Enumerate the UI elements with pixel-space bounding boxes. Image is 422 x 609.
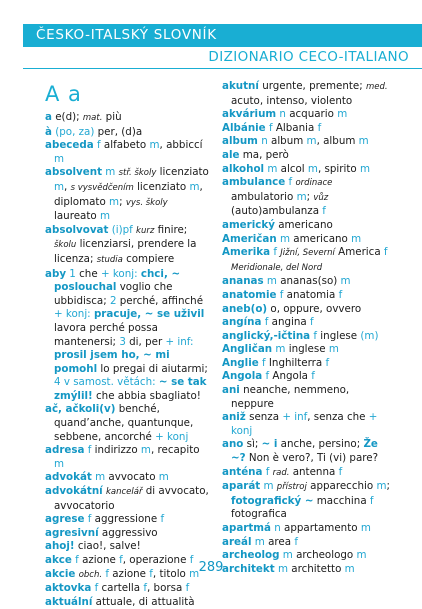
translation-text: o, oppure, ovvero xyxy=(267,302,362,315)
dictionary-entry xyxy=(45,513,209,527)
headword: ale xyxy=(222,148,240,161)
grammar-label: m xyxy=(307,162,318,175)
grammar-label: m xyxy=(140,444,151,457)
dictionary-entry xyxy=(45,444,209,471)
grammar-label: f xyxy=(317,121,322,134)
headword: archeolog xyxy=(222,549,280,562)
usage-note: stř. školy xyxy=(118,168,157,179)
translation-text: Albania xyxy=(272,121,318,134)
translation-text: e(d); xyxy=(51,111,83,123)
translation-text: Non è vero?, Ti (vi) pare? xyxy=(245,452,379,465)
dictionary-entry xyxy=(222,122,390,136)
usage-note: obch. xyxy=(78,569,103,580)
translation-text: alfabeto xyxy=(100,139,150,152)
translation-text: che abbia sbagliato! xyxy=(92,389,201,402)
dictionary-entry xyxy=(45,471,209,485)
headword: Amerika xyxy=(222,246,271,259)
dictionary-entry xyxy=(222,330,390,344)
translation-text: neanche, nemmeno, neppure xyxy=(231,384,350,410)
translation-text: architetto xyxy=(287,562,345,575)
headword: areál xyxy=(222,535,252,548)
translation-text: lavora perché possa mantenersi; xyxy=(54,321,158,348)
headword: ani xyxy=(222,384,240,397)
grammar-label: f xyxy=(276,288,284,301)
dictionary-entry xyxy=(222,233,390,247)
translation-text: attuale, di attualità xyxy=(92,595,195,608)
usage-note: kurz xyxy=(136,225,155,236)
translation-text: lo pregai di aiutarmi; xyxy=(97,362,208,375)
translation-text: di, per xyxy=(125,335,166,348)
dictionary-entry xyxy=(45,596,209,609)
dictionary-entry xyxy=(45,582,209,596)
grammar-label: m xyxy=(189,567,200,580)
header-divider xyxy=(23,68,422,69)
grammar-label: m xyxy=(296,190,307,203)
dictionary-entry xyxy=(222,411,390,438)
translation-text: , borsa xyxy=(147,582,186,595)
grammar-label: m xyxy=(54,180,65,193)
grammar-label: f xyxy=(310,329,318,342)
section-letter: A a xyxy=(45,82,82,106)
dictionary-entry xyxy=(222,522,390,536)
headword: fotografický ~ xyxy=(231,494,314,507)
grammar-label: m xyxy=(189,180,200,193)
translation-text: licenziato xyxy=(133,180,190,193)
grammar-label: m xyxy=(276,232,290,245)
translation-text: ; xyxy=(306,190,314,203)
dictionary-entry xyxy=(222,316,390,330)
headword: anténa xyxy=(222,465,263,478)
headword: advokát xyxy=(45,471,92,484)
dictionary-title-italian: DIZIONARIO CECO-ITALIANO xyxy=(208,49,409,65)
dictionary-entry xyxy=(222,163,390,177)
dictionary-entry xyxy=(45,111,209,126)
grammar-label: f xyxy=(338,465,343,478)
translation-text: acquario xyxy=(285,108,338,121)
translation-text: ; xyxy=(119,195,126,208)
grammar-label: f xyxy=(160,513,165,526)
grammar-label: m xyxy=(356,549,367,562)
grammar-label: f xyxy=(185,582,190,595)
translation-text: , album xyxy=(316,135,359,148)
grammar-label: f xyxy=(84,513,92,526)
dictionary-entry xyxy=(222,370,390,384)
headword: a xyxy=(45,111,52,123)
translation-text: licenziato xyxy=(156,166,209,179)
headword: akce xyxy=(45,554,72,566)
grammar-label: m xyxy=(149,139,160,152)
grammar-label: m xyxy=(158,471,169,484)
translation-text: (auto)ambulanza xyxy=(231,205,323,218)
headword: aktuální xyxy=(45,595,93,608)
dictionary-entry xyxy=(222,108,390,122)
grammar-label: (i)pf xyxy=(108,223,137,236)
grammar-label: f xyxy=(383,246,388,259)
usage-note: kancelář xyxy=(105,487,143,498)
translation-text: acuto, intenso, violento xyxy=(231,94,353,107)
translation-text: americano xyxy=(274,218,333,231)
headword: anglický,-ičtina xyxy=(222,329,311,342)
dictionary-entry xyxy=(222,80,390,108)
usage-note: školu xyxy=(54,240,77,251)
translation-text: macchina xyxy=(313,494,370,507)
headword: akvárium xyxy=(222,108,277,121)
grammar-label: 3 xyxy=(119,335,126,348)
usage-note: vys. školy xyxy=(125,197,168,208)
translation-text: angina xyxy=(268,316,310,329)
dictionary-entry xyxy=(222,536,390,550)
grammar-label: m xyxy=(359,162,370,175)
headword: prosil jsem ho, ~ mi pomohl xyxy=(54,349,170,375)
headword: ananas xyxy=(222,275,264,288)
translation-text: archeologo xyxy=(292,549,357,562)
translation-text: America xyxy=(334,246,384,259)
translation-text: fotografica xyxy=(231,508,287,521)
grammar-label: n xyxy=(276,108,286,121)
headword: à xyxy=(45,125,52,138)
translation-text: album xyxy=(267,135,307,148)
grammar-label: f xyxy=(265,121,273,134)
headword: aniž xyxy=(222,411,246,424)
grammar-label: m xyxy=(264,162,278,175)
usage-note: ordinace xyxy=(295,178,333,189)
grammar-label: + konj xyxy=(155,430,189,443)
grammar-label: m xyxy=(360,522,371,534)
translation-text: , senza che xyxy=(307,411,369,424)
grammar-label: m xyxy=(91,471,106,484)
dictionary-entry xyxy=(222,343,390,357)
grammar-label: (po, za) xyxy=(51,125,95,138)
left-entries xyxy=(45,111,209,609)
headword: ano xyxy=(222,438,244,451)
translation-text: azione xyxy=(108,567,150,580)
translation-text: più xyxy=(102,111,122,123)
grammar-label: + inf: xyxy=(165,335,194,348)
headword: architekt xyxy=(222,562,275,575)
translation-text: compiere xyxy=(122,252,175,265)
headword: adresa xyxy=(45,444,85,457)
header-banner xyxy=(23,24,422,47)
grammar-label: f xyxy=(310,316,314,329)
translation-text: , diplomato xyxy=(54,180,203,208)
grammar-label: f xyxy=(261,316,269,329)
headword: Angličan xyxy=(222,343,273,356)
grammar-label: f xyxy=(258,356,266,369)
translation-text: sì; xyxy=(243,438,262,451)
translation-text: ananas(so) xyxy=(276,275,341,288)
translation-text: indirizzo xyxy=(91,444,141,457)
dictionary-entry xyxy=(45,485,209,513)
translation-text: voglio che ubbidisca; xyxy=(54,281,173,307)
grammar-label: f xyxy=(285,176,296,189)
translation-text: , titolo xyxy=(152,567,190,580)
grammar-label: f xyxy=(338,288,343,301)
grammar-label: f xyxy=(149,567,153,580)
headword: ~ i xyxy=(261,438,278,451)
dictionary-entry xyxy=(222,480,390,522)
grammar-label: f xyxy=(93,139,101,152)
grammar-label: f xyxy=(325,356,330,369)
translation-text: appartamento xyxy=(280,522,361,534)
headword: agrese xyxy=(45,513,85,526)
dictionary-entry xyxy=(222,135,390,149)
grammar-label: + konj: xyxy=(100,267,141,280)
dictionary-entry xyxy=(45,540,209,554)
translation-text: antenna xyxy=(289,465,339,478)
headword: chci, ~ poslouchal xyxy=(54,267,181,294)
grammar-label: f xyxy=(262,370,270,383)
grammar-label: m xyxy=(344,562,355,575)
headword: advokátní xyxy=(45,485,103,498)
grammar-label: 4 v samost. větách: xyxy=(54,376,159,389)
grammar-label: m xyxy=(340,275,351,288)
headword: americký xyxy=(222,218,275,231)
grammar-label: f xyxy=(322,205,326,218)
translation-text: di avvocato, avvocatorio xyxy=(54,485,209,512)
grammar-label: (m) xyxy=(360,329,379,342)
translation-text: inglese xyxy=(317,329,361,342)
dictionary-entry xyxy=(45,224,209,268)
grammar-label: + inf xyxy=(282,411,308,424)
headword: akutní xyxy=(222,80,259,92)
headword: abeceda xyxy=(45,139,94,152)
dictionary-entry xyxy=(222,466,390,481)
grammar-label: m xyxy=(263,275,277,288)
usage-note: Meridionale, del Nord xyxy=(231,262,323,273)
grammar-label: m xyxy=(306,135,317,148)
translation-text: benché, quand’anche, quantunque, sebbene, ancorché xyxy=(54,403,194,443)
dictionary-entry xyxy=(45,126,209,140)
translation-text: ambulatorio xyxy=(231,190,297,203)
grammar-label: m xyxy=(376,480,387,493)
translation-text: ; xyxy=(386,480,390,493)
grammar-label: f xyxy=(84,444,92,457)
dictionary-entry xyxy=(222,289,390,303)
page-number: 289 xyxy=(198,560,224,575)
dictionary-entry xyxy=(45,139,209,166)
translation-text: americano xyxy=(290,232,352,245)
headword: anatomie xyxy=(222,288,277,301)
usage-note: Jižní, Severní xyxy=(280,248,335,259)
grammar-label: f xyxy=(294,535,298,548)
translation-text: Angola xyxy=(269,370,312,383)
translation-text: , spirito xyxy=(317,162,360,175)
grammar-label: f xyxy=(143,582,148,595)
grammar-label: f xyxy=(262,465,273,478)
left-column xyxy=(45,81,209,609)
grammar-label: m xyxy=(358,135,369,148)
dictionary-entry xyxy=(222,438,390,465)
dictionary-entry xyxy=(222,149,390,163)
headword: Že ~? xyxy=(231,438,378,465)
headword: aby xyxy=(45,267,67,280)
translation-text: ma, però xyxy=(239,148,289,161)
headword: album xyxy=(222,135,258,148)
grammar-label: 1 xyxy=(66,267,76,280)
translation-text: inglese xyxy=(285,343,329,356)
headword: agresivní xyxy=(45,526,99,539)
translation-text: anatomia xyxy=(283,288,339,301)
usage-note: studia xyxy=(96,254,123,265)
usage-note: vůz xyxy=(313,192,329,203)
grammar-label: f xyxy=(270,246,281,259)
grammar-label: m xyxy=(109,195,120,208)
grammar-label: m xyxy=(274,562,288,575)
grammar-label: m xyxy=(260,480,277,493)
grammar-label: + konj xyxy=(231,411,378,437)
grammar-label: f xyxy=(311,370,315,383)
grammar-label: 2 xyxy=(109,294,117,307)
dictionary-entry xyxy=(45,527,209,541)
translation-text: cartella xyxy=(98,582,144,595)
translation-text: anche, persino; xyxy=(277,438,364,451)
dictionary-entry xyxy=(222,384,390,411)
translation-text: aggressivo xyxy=(98,526,158,539)
translation-text: azione xyxy=(78,554,120,566)
dictionary-entry xyxy=(222,219,390,233)
headword: akcie xyxy=(45,567,76,580)
dictionary-entry xyxy=(222,357,390,371)
grammar-label: m xyxy=(54,457,65,470)
grammar-label: f xyxy=(71,554,79,566)
translation-text: , recapito xyxy=(150,444,200,457)
grammar-label: m xyxy=(272,343,286,356)
grammar-label: m xyxy=(54,152,65,165)
grammar-label: m xyxy=(351,232,362,245)
usage-note: přístroj xyxy=(276,482,307,493)
translation-text: avvocato xyxy=(105,471,159,484)
grammar-label: f xyxy=(369,494,374,507)
grammar-label: m xyxy=(337,108,348,121)
headword: aneb(o) xyxy=(222,302,268,315)
headword: Albánie xyxy=(222,121,266,134)
grammar-label: + konj: xyxy=(54,308,94,321)
dictionary-entry xyxy=(222,246,390,275)
headword: ahoj! xyxy=(45,540,75,553)
headword: aparát xyxy=(222,480,261,493)
headword: angína xyxy=(222,316,262,329)
dictionary-entry xyxy=(222,176,390,219)
translation-text: area xyxy=(264,535,295,548)
grammar-label: f xyxy=(91,582,99,595)
headword: ~ se tak zmýlil! xyxy=(54,376,207,402)
dictionary-entry xyxy=(222,303,390,317)
usage-note: mat. xyxy=(82,113,103,123)
translation-text: apparecchio xyxy=(306,480,377,493)
headword: alkohol xyxy=(222,162,265,175)
grammar-label: m xyxy=(99,210,110,223)
translation-text: alcol xyxy=(277,162,308,175)
translation-text: laureato xyxy=(54,210,100,223)
grammar-label: m xyxy=(328,343,339,356)
translation-text: licenziarsi, prendere la licenza; xyxy=(54,238,197,265)
headword: Anglie xyxy=(222,356,259,369)
grammar-label: m xyxy=(251,535,265,548)
headword: aktovka xyxy=(45,582,92,595)
headword: absolvovat xyxy=(45,223,109,236)
grammar-label: m xyxy=(102,166,119,179)
translation-text: che xyxy=(75,267,101,280)
translation-text: , abbiccí xyxy=(159,139,203,152)
headword: pracuje, ~ se uživil xyxy=(93,308,205,321)
headword: absolvent xyxy=(45,166,102,179)
translation-text: , operazione xyxy=(122,554,190,566)
headword: Američan xyxy=(222,232,277,245)
translation-text: perché, affinché xyxy=(116,294,204,307)
usage-note: s vysvědčením xyxy=(70,182,134,193)
grammar-label: n xyxy=(257,135,268,148)
headword: Angola xyxy=(222,370,263,383)
grammar-label: f xyxy=(102,567,109,580)
headword: ambulance xyxy=(222,176,286,189)
usage-note: med. xyxy=(365,82,388,92)
translation-text: ciao!, salve! xyxy=(74,540,141,553)
dictionary-title-czech: ČESKO-ITALSKÝ SLOVNÍK xyxy=(36,27,217,43)
grammar-label: f xyxy=(119,554,123,566)
grammar-label: m xyxy=(279,549,293,562)
headword: apartmá xyxy=(222,522,271,534)
translation-text: aggressione xyxy=(91,513,161,526)
dictionary-entry xyxy=(45,268,209,404)
translation-text: finire; xyxy=(154,223,188,236)
grammar-label: f xyxy=(189,554,194,566)
dictionary-entry xyxy=(45,403,209,444)
right-entries xyxy=(222,80,390,576)
headword: ač, ačkoli(v) xyxy=(45,403,116,416)
dictionary-entry xyxy=(222,275,390,289)
dictionary-entry xyxy=(45,166,209,223)
translation-text: urgente, premente; xyxy=(258,80,366,92)
translation-text: senza xyxy=(245,411,283,424)
right-column xyxy=(222,80,390,576)
translation-text: per, (d)a xyxy=(94,125,143,138)
translation-text: Inghilterra xyxy=(265,356,326,369)
usage-note: rad. xyxy=(272,467,290,478)
translation-text: , xyxy=(64,180,71,193)
grammar-label: n xyxy=(270,522,281,534)
